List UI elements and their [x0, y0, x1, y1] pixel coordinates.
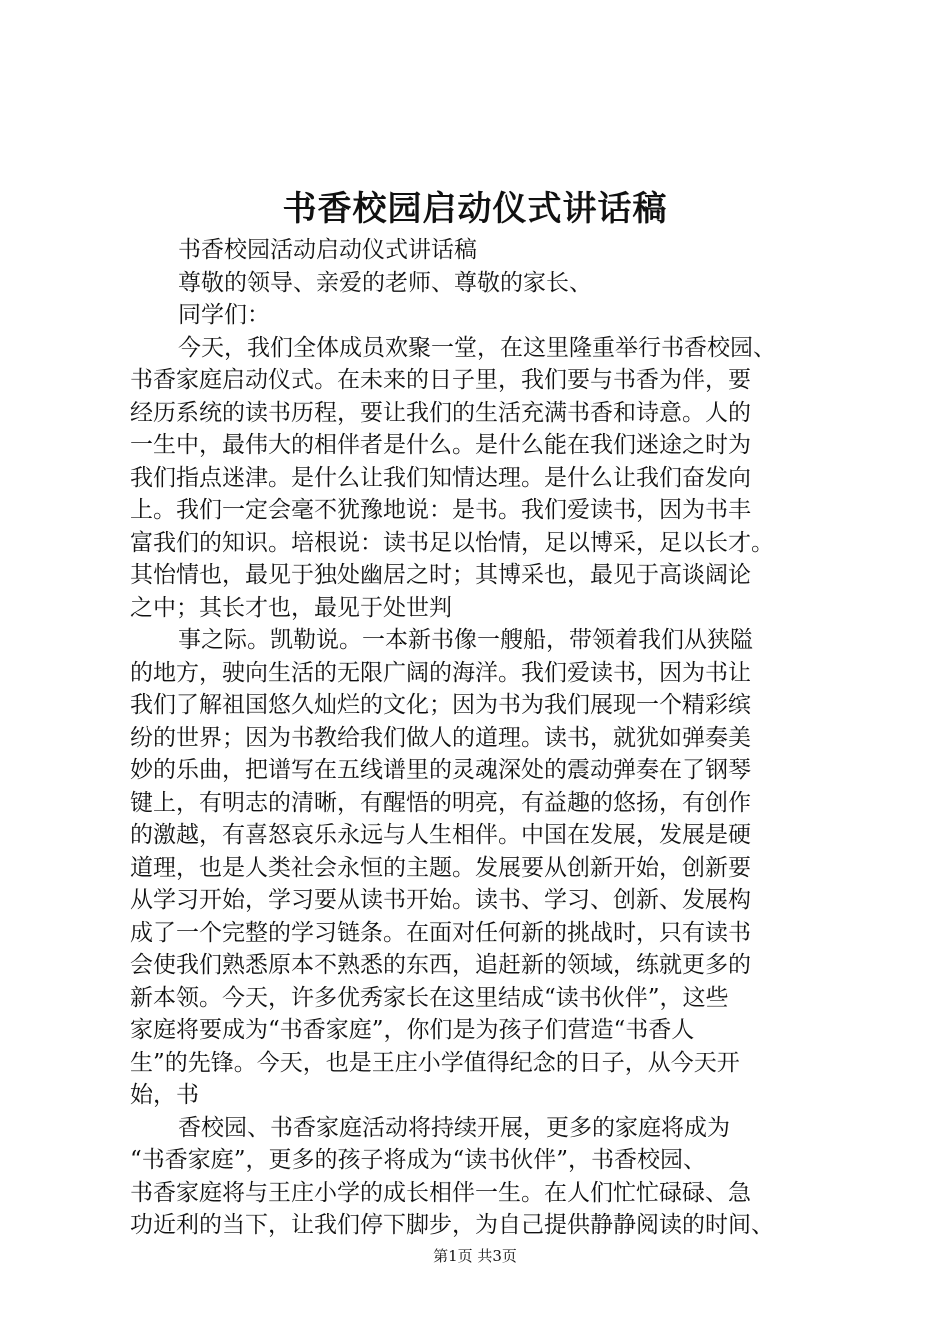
text-line: 始，书 — [130, 1082, 199, 1108]
text-line: 书香家庭将与王庄小学的成长相伴一生。在人们忙忙碌碌、急 — [130, 1179, 751, 1206]
text-line: 一生中，最伟大的相伴者是什么。是什么能在我们迷途之时为 — [130, 432, 751, 458]
text-line: 书香校园活动启动仪式讲话稿 — [178, 237, 477, 263]
text-line: 同学们： — [178, 302, 270, 328]
text-line: 我们指点迷津。是什么让我们知情达理。是什么让我们奋发向 — [130, 464, 751, 491]
text-line: 妙的乐曲，把谱写在五线谱里的灵魂深处的震动弹奏在了钢琴 — [130, 757, 751, 783]
text-line: 新本领。今天，许多优秀家长在这里结成“读书伙伴”，这些 — [130, 984, 729, 1011]
text-line: 会使我们熟悉原本不熟悉的东西，追赶新的领域，练就更多的 — [130, 952, 751, 978]
text-line: 其怡情也，最见于独处幽居之时；其博采也，最见于高谈阔论 — [130, 562, 751, 588]
text-line: 从学习开始，学习要从读书开始。读书、学习、创新、发展构 — [130, 887, 751, 913]
text-line: 的激越，有喜怒哀乐永远与人生相伴。中国在发展，发展是硬 — [130, 822, 751, 848]
text-line: 富我们的知识。培根说：读书足以怡情，足以博采，足以长才。 — [130, 529, 774, 556]
text-line: 尊敬的领导、亲爱的老师、尊敬的家长、 — [178, 269, 592, 296]
text-line: 功近利的当下，让我们停下脚步，为自己提供静静阅读的时间、 — [130, 1212, 774, 1238]
text-line: 香校园、书香家庭活动将持续开展，更多的家庭将成为 — [178, 1114, 730, 1141]
text-line: 今天，我们全体成员欢聚一堂，在这里隆重举行书香校园、 — [178, 334, 776, 361]
text-line: 上。我们一定会毫不犹豫地说：是书。我们爱读书，因为书丰 — [130, 497, 751, 523]
text-line: 之中；其长才也，最见于处世判 — [130, 594, 452, 621]
text-line: 经历系统的读书历程，要让我们的生活充满书香和诗意。人的 — [130, 399, 751, 426]
text-line: 的地方，驶向生活的无限广阔的海洋。我们爱读书，因为书让 — [130, 659, 751, 686]
text-line: 家庭将要成为“书香家庭”，你们是为孩子们营造“书香人 — [130, 1017, 695, 1043]
text-line: 纷的世界；因为书教给我们做人的道理。读书，就犹如弹奏美 — [130, 724, 751, 751]
text-line: 书香家庭启动仪式。在未来的日子里，我们要与书香为伴，要 — [130, 367, 751, 393]
text-line: 成了一个完整的学习链条。在面对任何新的挑战时，只有读书 — [130, 919, 751, 946]
text-line: 我们了解祖国悠久灿烂的文化；因为书为我们展现一个精彩缤 — [130, 692, 751, 718]
page-footer: 第1页 共3页 — [433, 1247, 517, 1265]
text-line: 事之际。凯勒说。一本新书像一艘船，带领着我们从狭隘 — [178, 627, 753, 653]
text-line: 道理，也是人类社会永恒的主题。发展要从创新开始，创新要 — [130, 854, 751, 881]
text-line: “书香家庭”，更多的孩子将成为“读书伙伴”，书香校园、 — [130, 1147, 707, 1173]
document-title: 书香校园启动仪式讲话稿 — [282, 189, 668, 229]
text-line: 键上，有明志的清晰，有醒悟的明亮，有益趣的悠扬，有创作 — [130, 789, 751, 816]
document-body — [130, 234, 854, 1242]
text-line: 生”的先锋。今天，也是王庄小学值得纪念的日子，从今天开 — [130, 1049, 740, 1076]
